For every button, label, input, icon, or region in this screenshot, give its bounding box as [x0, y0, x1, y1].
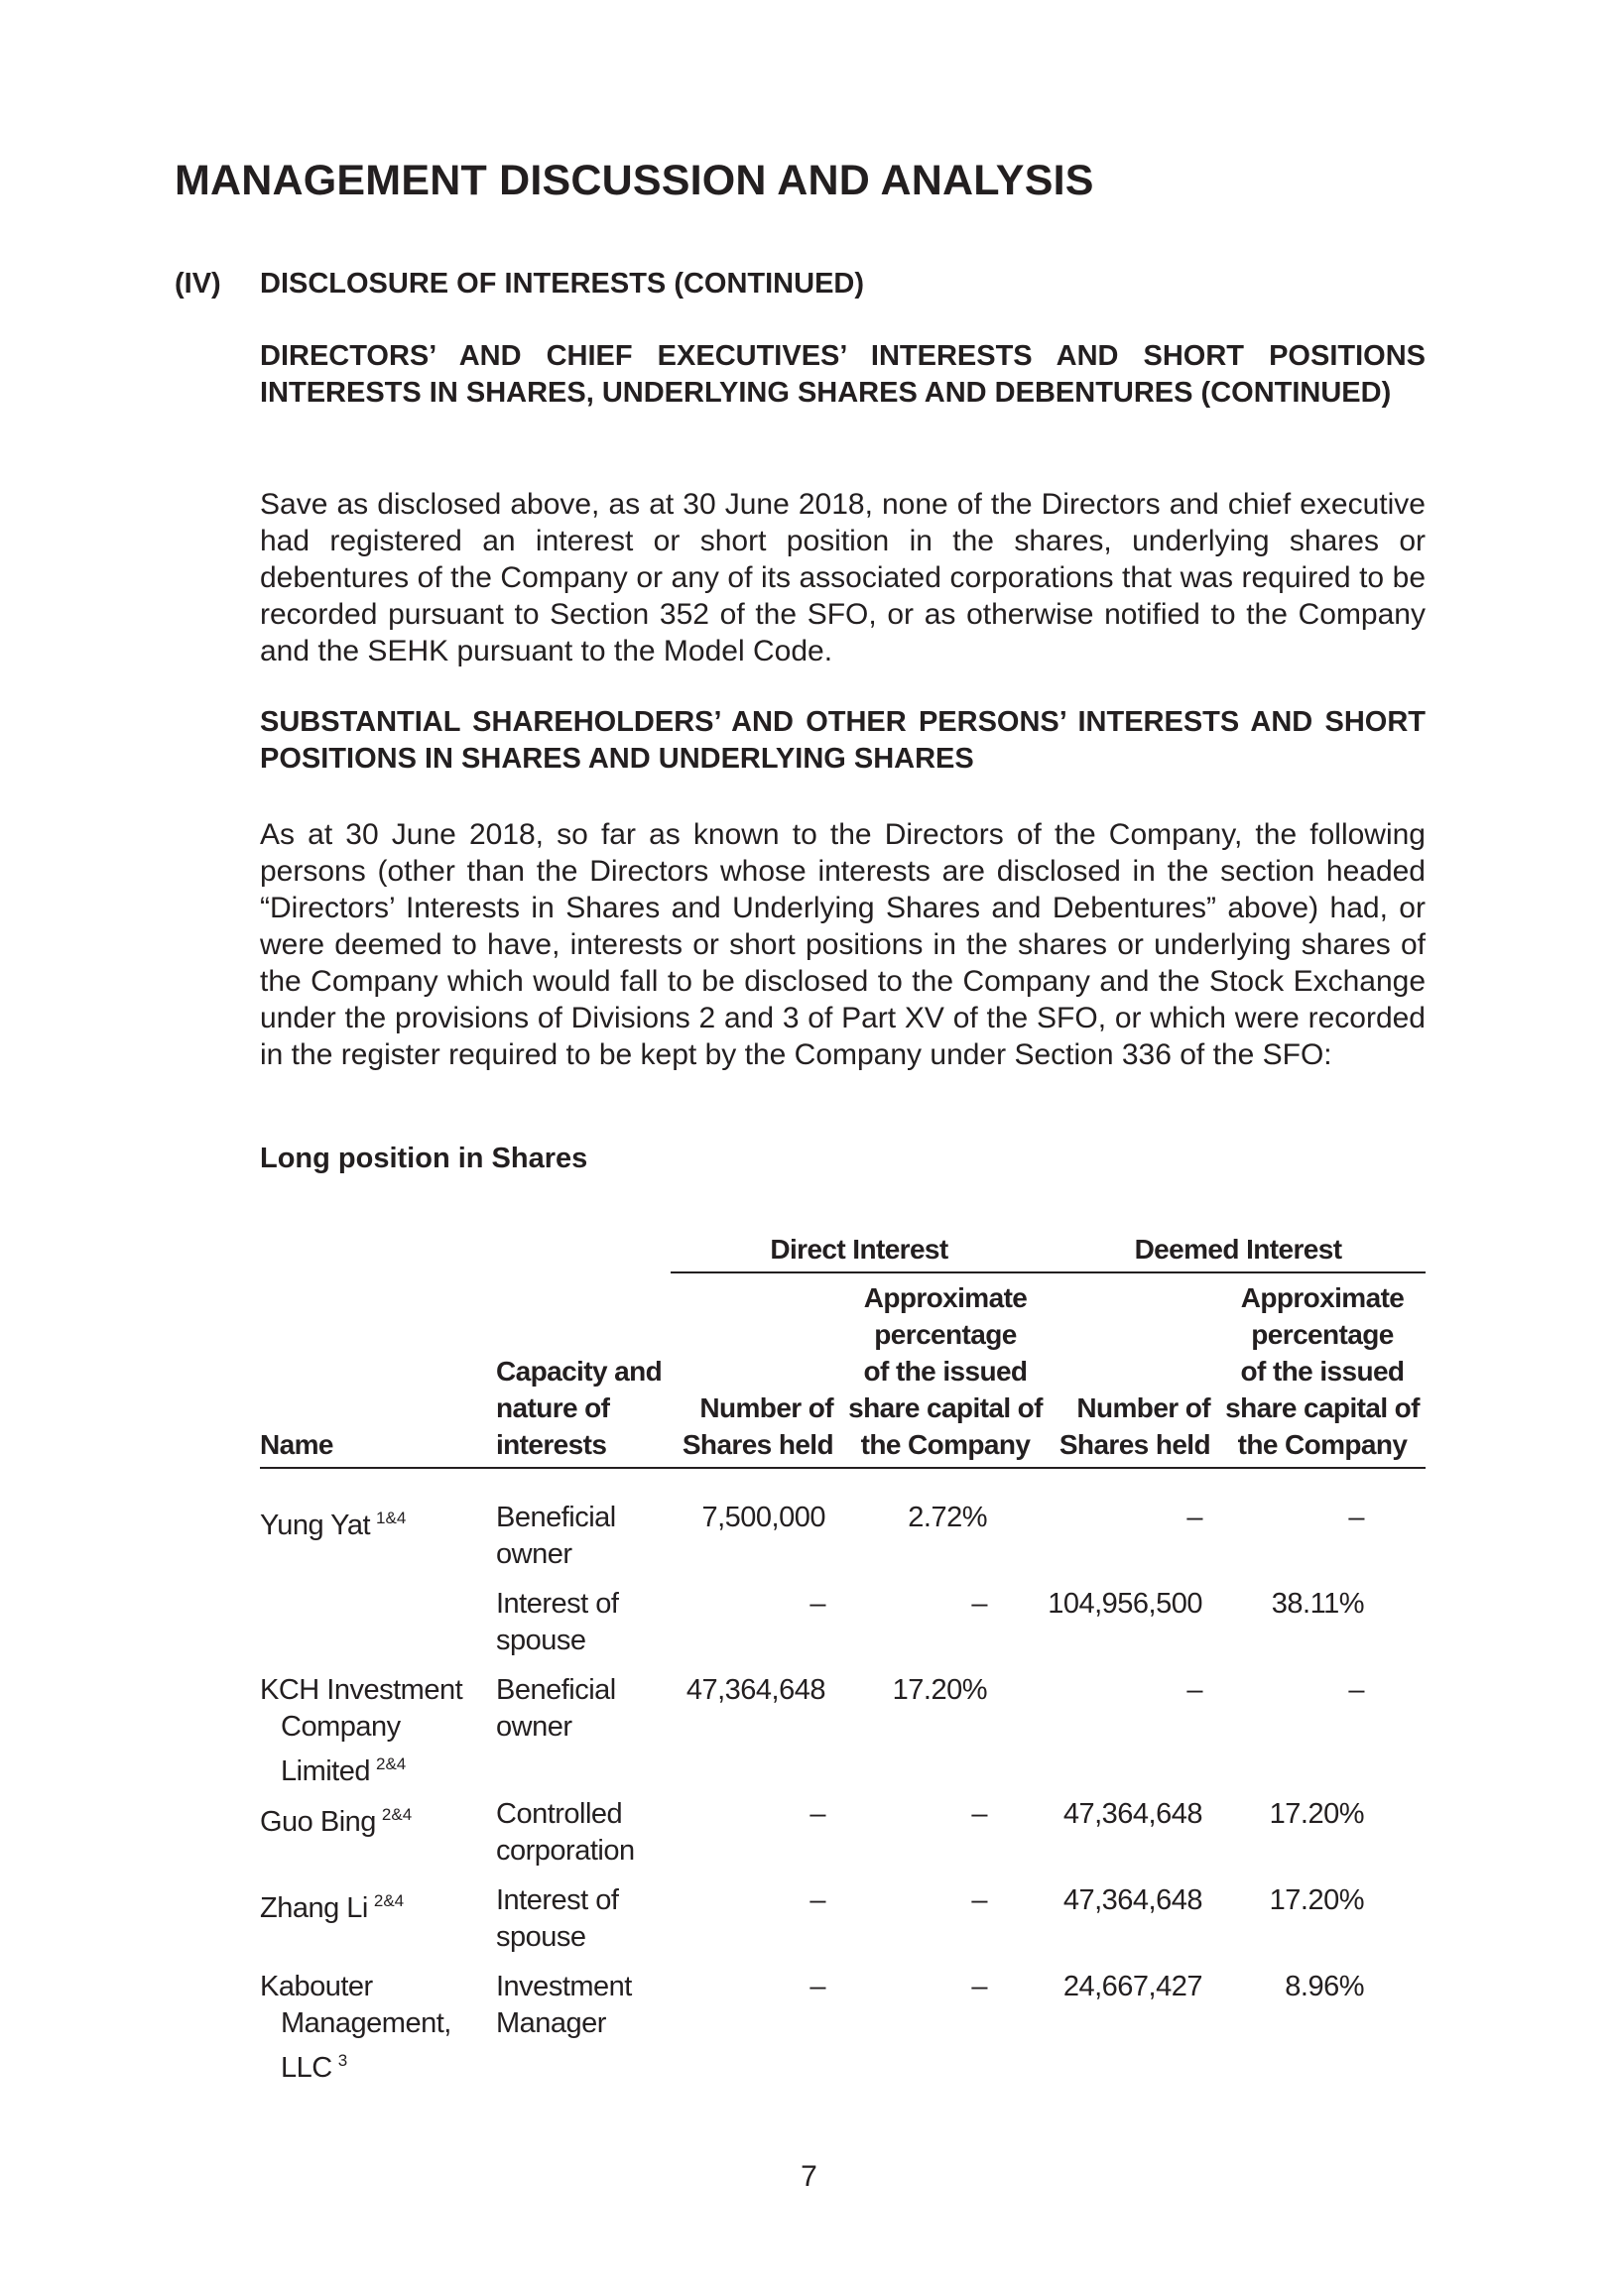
row-direct-shares: – [809, 1588, 825, 1620]
footnote-ref: 3 [337, 2051, 348, 2070]
row-deemed-shares: 104,956,500 [1048, 1588, 1202, 1620]
row-capacity: Beneficial owner [496, 1502, 616, 1570]
deemed-interest-header: Deemed Interest [1134, 1234, 1342, 1265]
directors-interests-heading-block [260, 338, 1426, 412]
row-deemed-pct: 17.20% [1269, 1798, 1364, 1830]
row-direct-shares: – [809, 1884, 825, 1916]
substantial-shareholders-heading-block [260, 704, 1426, 778]
row-deemed-pct: 38.11% [1271, 1588, 1364, 1620]
row-deemed-pct: – [1348, 1674, 1364, 1706]
footnote-ref: 2&4 [373, 1891, 405, 1910]
header-capacity: Capacity and nature of interests [496, 1356, 663, 1460]
substantial-shareholders-paragraph-block [260, 816, 1426, 1073]
header-direct-shares: Number of Shares held [682, 1392, 833, 1460]
footnote-ref: 2&4 [376, 1754, 407, 1773]
row-capacity: Investment Manager [496, 1971, 632, 2039]
row-direct-pct: – [971, 1588, 987, 1620]
section-number: (IV) [175, 268, 221, 300]
row-direct-pct: – [971, 1884, 987, 1916]
row-name: Guo Bing $^{2\&4}$ [260, 1805, 413, 1838]
row-name: Yung Yat $^{1\&4}$ [260, 1509, 407, 1541]
header-deemed-pct: Approximate percentage of the issued share capital of the Company [1225, 1282, 1420, 1460]
row-deemed-pct: 17.20% [1269, 1884, 1364, 1916]
row-direct-pct: 17.20% [892, 1674, 987, 1706]
directors-interests-paragraph: Save as disclosed above, as at 30 June 2018, none of the Directors and chief executive had registered an interest or short position in the shares, underlying shares or debentures of the Company or any of its associated corporations that was required to be recorded pursuant to Section 352 of the SFO, or as otherwise notified to the Company and the SEHK pursuant to the Model Code. [260, 488, 1426, 667]
row-direct-shares: 47,364,648 [685, 1674, 825, 1706]
directors-interests-heading: DIRECTORS’ AND CHIEF EXECUTIVES’ INTERESTS AND SHORT POSITIONS INTERESTS IN SHARES, UNDERLYING SHARES AND DEBENTURES (CONTINUED) [260, 340, 1426, 409]
row-capacity: Interest of spouse [496, 1588, 619, 1656]
group-header-rule [671, 1271, 1426, 1273]
header-rule [260, 1467, 1426, 1469]
row-direct-pct: – [971, 1971, 987, 2002]
row-deemed-pct: 8.96% [1285, 1971, 1364, 2002]
row-direct-pct: – [971, 1798, 987, 1830]
header-direct-pct: Approximate percentage of the issued share capital of the Company [848, 1282, 1043, 1460]
header-deemed-shares: Number of Shares held [1058, 1392, 1210, 1460]
row-name: Kabouter Management, LLC $^3$ [260, 1971, 451, 2084]
directors-interests-paragraph-block [260, 486, 1426, 669]
page-title: MANAGEMENT DISCUSSION AND ANALYSIS [175, 157, 1094, 204]
row-direct-shares: – [809, 1971, 825, 2002]
row-direct-shares: 7,500,000 [701, 1502, 825, 1533]
row-capacity: Beneficial owner [496, 1674, 616, 1743]
row-capacity: Interest of spouse [496, 1884, 619, 1953]
row-deemed-shares: 47,364,648 [1062, 1798, 1202, 1830]
row-name: Zhang Li $^{2\&4}$ [260, 1891, 405, 1924]
substantial-shareholders-heading: SUBSTANTIAL SHAREHOLDERS’ AND OTHER PERSONS’ INTERESTS AND SHORT POSITIONS IN SHARES AND UNDERLYING SHARES [260, 706, 1426, 775]
footnote-ref: 1&4 [376, 1509, 407, 1527]
row-deemed-shares: 47,364,648 [1062, 1884, 1202, 1916]
page-number: 7 [801, 2160, 817, 2193]
row-deemed-shares: 24,667,427 [1062, 1971, 1202, 2002]
row-name: KCH Investment Company Limited $^{2\&4}$ [260, 1674, 463, 1787]
footnote-ref: 2&4 [381, 1805, 413, 1824]
header-name: Name [260, 1429, 333, 1460]
row-direct-shares: – [809, 1798, 825, 1830]
table-title: Long position in Shares [260, 1143, 588, 1174]
direct-interest-header: Direct Interest [770, 1234, 948, 1265]
row-deemed-shares: – [1186, 1502, 1202, 1533]
row-deemed-shares: – [1186, 1674, 1202, 1706]
section-title: DISCLOSURE OF INTERESTS (CONTINUED) [260, 268, 865, 300]
substantial-shareholders-paragraph: As at 30 June 2018, so far as known to the Directors of the Company, the following persons (other than the Directors whose interests are disclosed in the section headed “Directors’ Interests in Shares and Underlying Shares and Debentures” above) had, or were deemed to have, interests or short positions in the shares or underlying shares of the Company which would fall to be disclosed to the Company and the Stock Exchange under the provisions of Divisions 2 and 3 of Part XV of the SFO, or which were recorded in the register required to be kept by the Company under Section 336 of the SFO: [260, 818, 1426, 1071]
row-deemed-pct: – [1348, 1502, 1364, 1533]
row-direct-pct: 2.72% [908, 1502, 987, 1533]
row-capacity: Controlled corporation [496, 1798, 635, 1867]
